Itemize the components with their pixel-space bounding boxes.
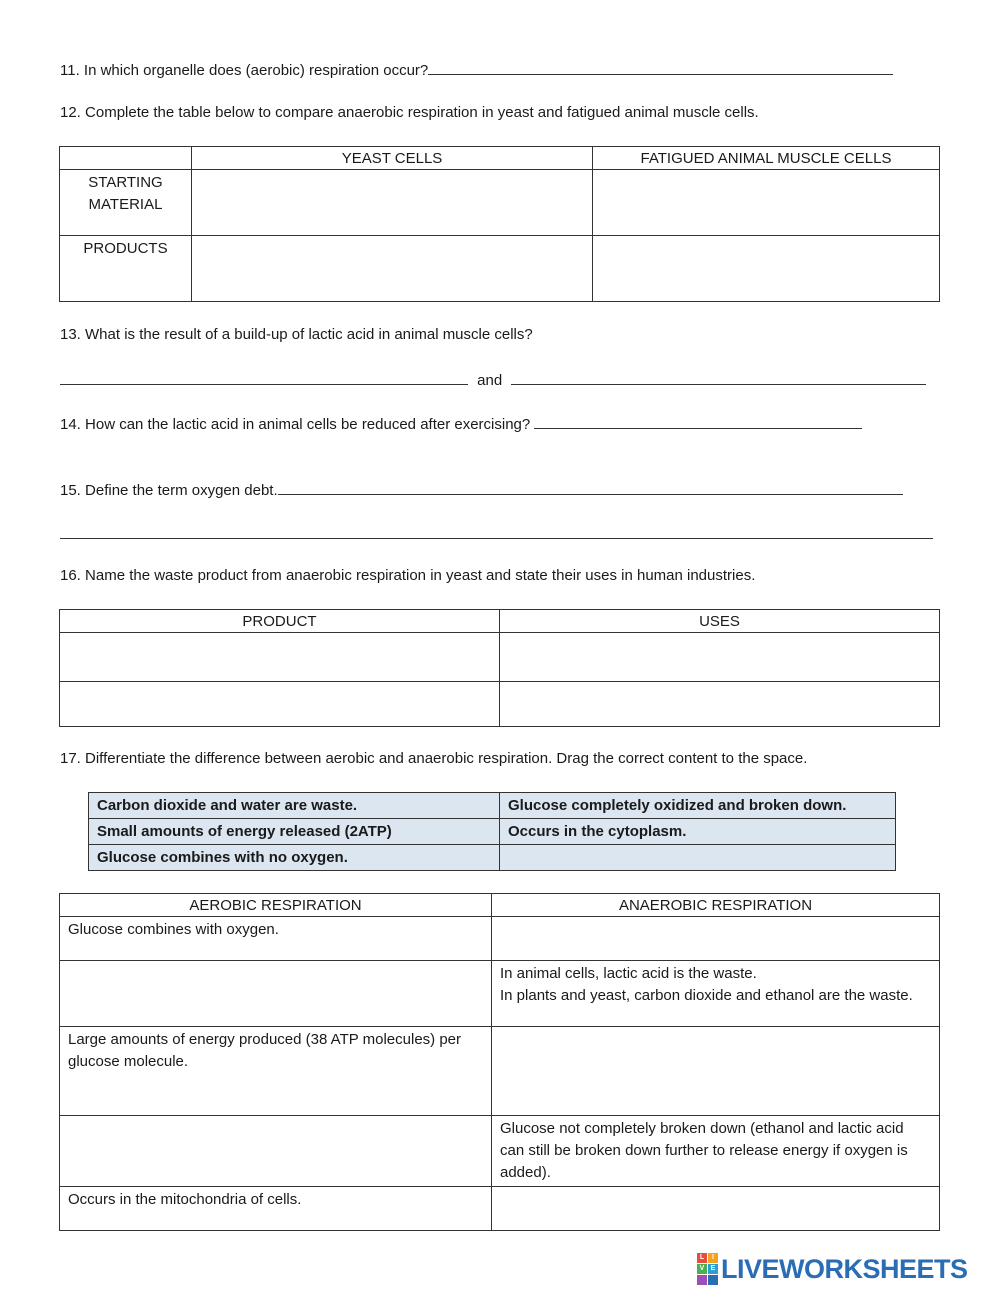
drop-zone[interactable] (492, 1187, 940, 1231)
question-15: 15. Define the term oxygen debt. (60, 480, 903, 499)
header-uses: USES (500, 610, 940, 633)
anaerobic-cell: Glucose not completely broken down (ethanol and lactic acid can still be broken down further to release energy if oxygen is added). (492, 1116, 940, 1187)
answer-cell[interactable] (60, 633, 500, 682)
answer-blank-15b[interactable] (60, 524, 933, 539)
aerobic-cell: Occurs in the mitochondria of cells. (60, 1187, 492, 1231)
drag-option[interactable]: Occurs in the cytoplasm. (500, 819, 896, 845)
anaerobic-cell: In animal cells, lactic acid is the waste. In plants and yeast, carbon dioxide and ethanol are the waste. (492, 961, 940, 1027)
header-product: PRODUCT (60, 610, 500, 633)
drag-option[interactable]: Glucose completely oxidized and broken down. (500, 793, 896, 819)
and-label: and (477, 372, 503, 389)
logo-text: LIVEWORKSHEETS (721, 1253, 968, 1284)
question-12: 12. Complete the table below to compare anaerobic respiration in yeast and fatigued animal muscle cells. (60, 104, 759, 121)
answer-cell[interactable] (500, 682, 940, 727)
answer-cell[interactable] (593, 170, 940, 236)
answer-cell[interactable] (192, 170, 593, 236)
answer-blank-13b[interactable] (511, 370, 926, 385)
yeast-muscle-table (59, 146, 940, 302)
question-11: 11. In which organelle does (aerobic) respiration occur? (60, 60, 893, 79)
header-aerobic: AEROBIC RESPIRATION (60, 894, 492, 917)
question-14: 14. How can the lactic acid in animal cells be reduced after exercising? (60, 414, 862, 433)
answer-cell[interactable] (192, 236, 593, 302)
answer-line-13 (60, 370, 926, 389)
drop-zone[interactable] (60, 1116, 492, 1187)
waste-product-table (59, 609, 940, 727)
drag-option[interactable]: Carbon dioxide and water are waste. (89, 793, 500, 819)
answer-line-15b (60, 524, 933, 543)
drag-option[interactable]: Glucose combines with no oxygen. (89, 845, 500, 871)
answer-blank-15a[interactable] (278, 480, 903, 495)
answer-cell[interactable] (60, 682, 500, 727)
aerobic-cell: Glucose combines with oxygen. (60, 917, 492, 961)
drag-options-table (88, 792, 896, 871)
answer-cell[interactable] (593, 236, 940, 302)
liveworksheets-logo (697, 1254, 968, 1284)
aerobic-cell: Large amounts of energy produced (38 ATP molecules) per glucose molecule. (60, 1027, 492, 1116)
respiration-comparison-table (59, 893, 940, 1231)
question-17: 17. Differentiate the difference between aerobic and anaerobic respiration. Drag the correct content to the space. (60, 750, 808, 767)
header-fatigued-muscle: FATIGUED ANIMAL MUSCLE CELLS (593, 147, 940, 170)
answer-blank-11[interactable] (428, 60, 893, 75)
drop-zone[interactable] (492, 917, 940, 961)
row-label-starting-material: STARTING MATERIAL (60, 170, 192, 236)
header-yeast-cells: YEAST CELLS (192, 147, 593, 170)
header-anaerobic: ANAEROBIC RESPIRATION (492, 894, 940, 917)
row-label-products: PRODUCTS (60, 236, 192, 302)
header-cell-blank (60, 147, 192, 170)
drop-zone[interactable] (60, 961, 492, 1027)
drag-option-empty (500, 845, 896, 871)
question-16: 16. Name the waste product from anaerobic respiration in yeast and state their uses in human industries. (60, 567, 756, 584)
question-13: 13. What is the result of a build-up of lactic acid in animal muscle cells? (60, 326, 533, 343)
answer-blank-13a[interactable] (60, 370, 468, 385)
logo-tiles-icon: L I V E (697, 1253, 718, 1285)
answer-cell[interactable] (500, 633, 940, 682)
drop-zone[interactable] (492, 1027, 940, 1116)
answer-blank-14[interactable] (534, 414, 862, 429)
drag-option[interactable]: Small amounts of energy released (2ATP) (89, 819, 500, 845)
